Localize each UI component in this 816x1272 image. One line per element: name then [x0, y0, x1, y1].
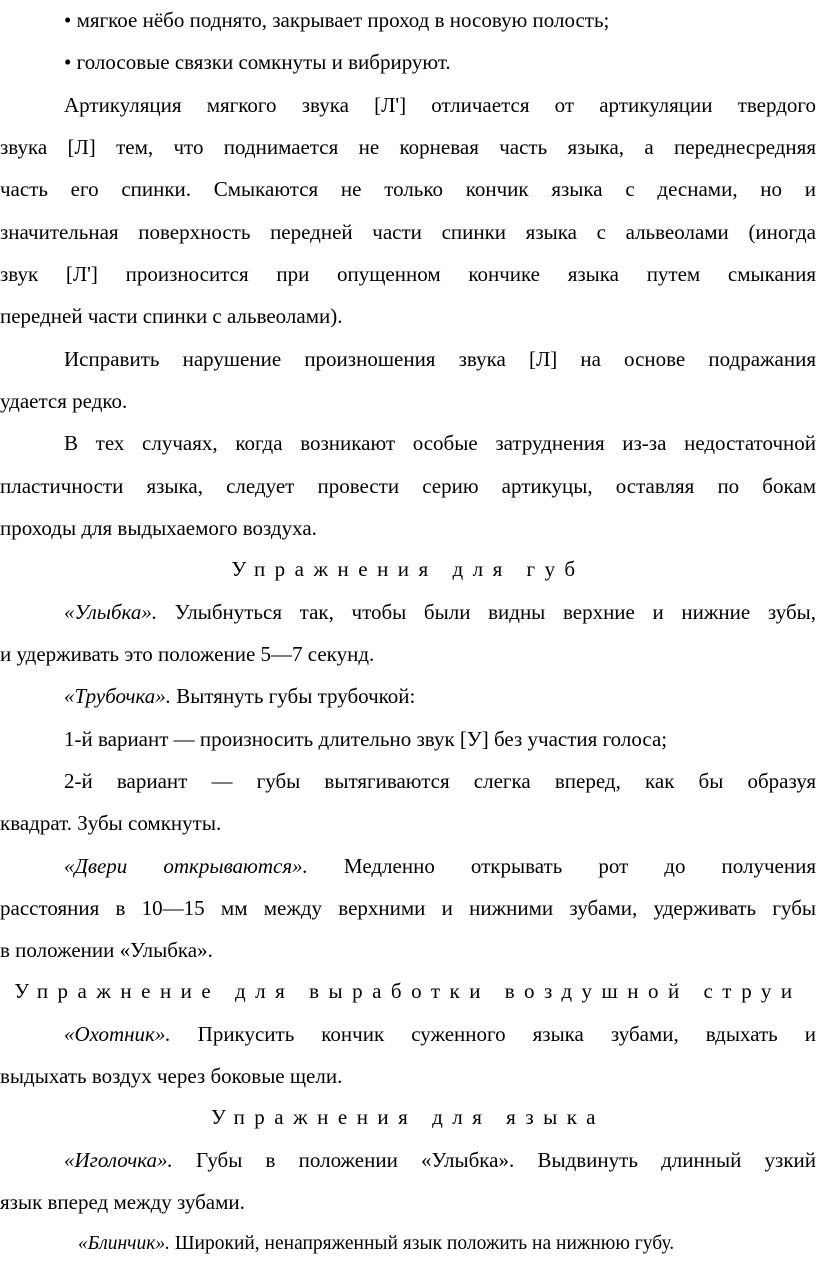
- paragraph-line: проходы для выдыхаемого воздуха.: [0, 516, 317, 540]
- paragraph-line: и удерживать это положение 5—7 секунд.: [0, 642, 375, 666]
- paragraph-line: в положении «Улыбка».: [0, 938, 213, 962]
- exercise-pancake: [0, 1230, 816, 1258]
- exercise-title: «Иголочка».: [64, 1148, 173, 1172]
- exercise-text: Губы в положении «Улыбка». Выдвинуть длинный узкий: [172, 1148, 816, 1172]
- paragraph-line: Артикуляция мягкого звука [Л'] отличается от артикуляции твердого: [64, 93, 816, 117]
- exercise-needle: [0, 1146, 816, 1174]
- paragraph-line: язык вперед между зубами.: [0, 1190, 245, 1214]
- exercise-title: «Двери открываются».: [64, 854, 308, 878]
- exercise-text: Прикусить кончик суженного языка зубами, вдыхать и: [170, 1022, 816, 1046]
- paragraph-line: 1-й вариант — произносить длительно звук [У] без участия голоса;: [64, 727, 668, 751]
- paragraph-line: звука [Л] тем, что поднимается не корневая часть языка, а переднесредняя: [0, 135, 816, 159]
- exercise-title: «Трубочка».: [64, 684, 172, 708]
- exercise-smile: [0, 598, 816, 626]
- section-heading-tongue: Упражнения для языка: [211, 1105, 605, 1129]
- exercise-title: «Блинчик».: [78, 1233, 170, 1254]
- paragraph-line: пластичности языка, следует провести серию артикуцы, оставляя по бокам: [0, 474, 816, 498]
- paragraph-line: звук [Л'] произносится при опущенном кончике языка путем смыкания: [0, 262, 816, 286]
- exercise-text: Улыбнуться так, чтобы были видны верхние и нижние зубы,: [157, 600, 816, 624]
- section-heading-lips: Упражнения для губ: [231, 557, 585, 581]
- bullet-item: • голосовые связки сомкнуты и вибрируют.: [64, 50, 451, 74]
- paragraph-line: Исправить нарушение произношения звука [Л] на основе подражания: [64, 347, 816, 371]
- paragraph-line: передней части спинки с альвеолами).: [0, 304, 343, 328]
- paragraph-line: часть его спинки. Смыкаются не только кончик языка с деснами, но и: [0, 177, 816, 201]
- paragraph-line: 2-й вариант — губы вытягиваются слегка вперед, как бы образуя: [64, 769, 816, 793]
- bullet-item: • мягкое нёбо поднято, закрывает проход в носовую полость;: [64, 8, 610, 32]
- paragraph-line: квадрат. Зубы сомкнуты.: [0, 811, 222, 835]
- exercise-title: «Улыбка».: [64, 600, 158, 624]
- section-heading-air: Упражнение для выработки воздушной струи: [14, 979, 802, 1003]
- paragraph-line: значительная поверхность передней части спинки языка с альвеолами (иногда: [0, 220, 816, 244]
- paragraph-line: выдыхать воздух через боковые щели.: [0, 1064, 343, 1088]
- exercise-title: «Охотник».: [64, 1022, 171, 1046]
- exercise-text: Медленно открывать рот до получения: [307, 854, 816, 878]
- exercise-tube: [0, 682, 816, 710]
- exercise-text: Вытянуть губы трубочкой:: [171, 684, 416, 708]
- exercise-hunter: [0, 1020, 816, 1048]
- paragraph-line: В тех случаях, когда возникают особые затруднения из-за недостаточной: [64, 431, 816, 455]
- exercise-text: Широкий, ненапряженный язык положить на нижнюю губу.: [169, 1233, 675, 1254]
- paragraph-line: удается редко.: [0, 389, 128, 413]
- paragraph-line: расстояния в 10—15 мм между верхними и нижними зубами, удерживать губы: [0, 896, 816, 920]
- exercise-doors: [0, 852, 816, 880]
